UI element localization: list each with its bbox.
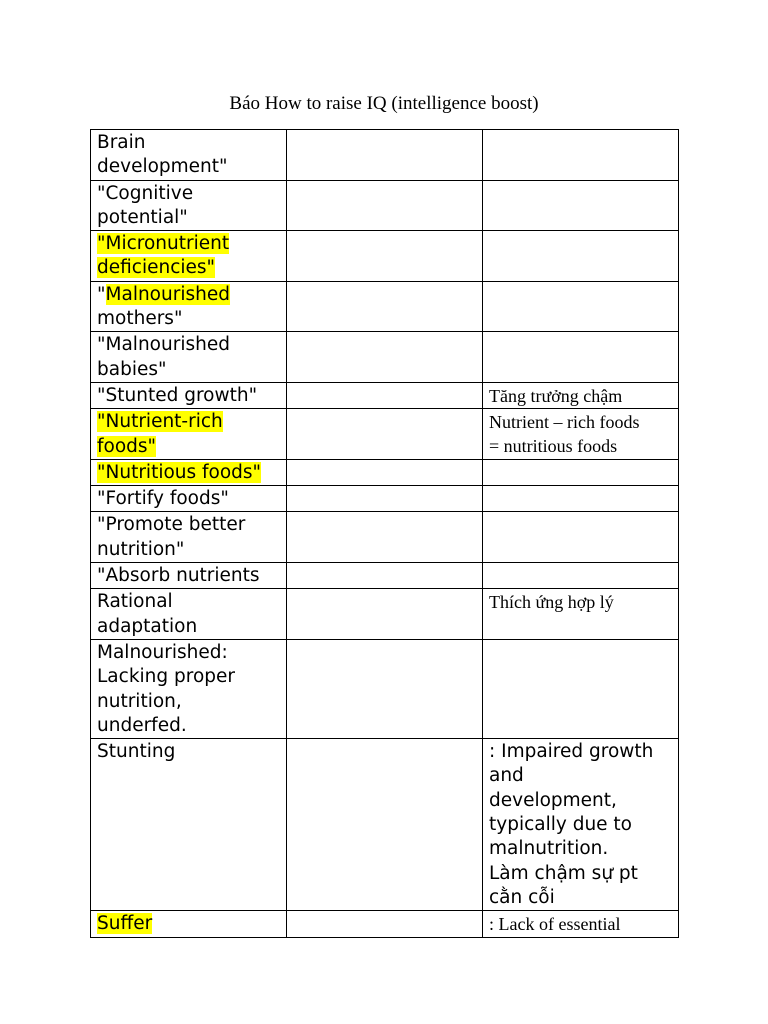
meaning-cell (483, 589, 679, 640)
meaning-cell (483, 332, 679, 383)
term-text: "Stunted growth" (97, 384, 258, 406)
table-row (91, 382, 679, 408)
term-cell (91, 231, 287, 282)
term-cell (91, 486, 287, 512)
empty-cell (287, 332, 483, 383)
meaning-cell (483, 281, 679, 332)
term-text: nutrition" (97, 538, 185, 560)
meaning-cell (483, 911, 679, 937)
term-text: Stunting (97, 741, 176, 763)
table-row (91, 589, 679, 640)
table-row (91, 231, 679, 282)
term-cell (91, 180, 287, 231)
empty-cell (287, 281, 483, 332)
highlighted-term-text: Suffer (97, 913, 153, 935)
term-text: Malnourished: (97, 641, 228, 663)
highlighted-term-text: "Nutritious foods" (97, 461, 262, 483)
empty-cell (287, 589, 483, 640)
term-text: babies" (97, 358, 167, 380)
table-row (91, 739, 679, 911)
table-row (91, 459, 679, 485)
empty-cell (287, 512, 483, 563)
meaning-cell (483, 231, 679, 282)
term-cell (91, 639, 287, 738)
highlighted-term-text: Malnourished (105, 283, 230, 305)
meaning-cell (483, 739, 679, 911)
term-text: nutrition, (97, 690, 182, 712)
meaning-text: Tăng trưởng chậm (489, 385, 623, 406)
table-row (91, 486, 679, 512)
term-cell (91, 589, 287, 640)
term-cell (91, 130, 287, 181)
table-row (91, 512, 679, 563)
term-text: underfed. (97, 714, 187, 736)
table-row (91, 911, 679, 937)
table-row (91, 563, 679, 589)
term-cell (91, 332, 287, 383)
meaning-text: cằn cỗi (489, 886, 555, 908)
term-text: " (97, 283, 106, 305)
term-cell (91, 459, 287, 485)
term-text: "Malnourished (97, 334, 230, 356)
term-text: potential" (97, 206, 188, 228)
term-text: mothers" (97, 308, 183, 330)
meaning-text: : Lack of essential (489, 914, 621, 935)
meaning-text: Nutrient – rich foods (489, 412, 640, 433)
term-cell (91, 409, 287, 460)
vocabulary-table (90, 129, 679, 938)
empty-cell (287, 639, 483, 738)
highlighted-term-text: deficiencies" (97, 257, 216, 279)
term-cell (91, 382, 287, 408)
empty-cell (287, 739, 483, 911)
term-cell (91, 563, 287, 589)
highlighted-term-text: "Nutrient-rich (97, 411, 223, 433)
term-text: development" (97, 156, 228, 178)
meaning-text: = nutritious foods (489, 436, 618, 457)
meaning-text: malnutrition. (489, 838, 609, 860)
table-row (91, 281, 679, 332)
meaning-cell (483, 459, 679, 485)
meaning-cell (483, 512, 679, 563)
table-row (91, 130, 679, 181)
term-text: "Promote better (97, 514, 246, 536)
meaning-cell (483, 563, 679, 589)
term-cell (91, 281, 287, 332)
meaning-text: typically due to (489, 814, 633, 836)
term-text: "Cognitive (97, 182, 194, 204)
table-row (91, 180, 679, 231)
term-cell (91, 512, 287, 563)
table-row (91, 332, 679, 383)
empty-cell (287, 409, 483, 460)
table-row (91, 409, 679, 460)
term-cell (91, 911, 287, 937)
empty-cell (287, 231, 483, 282)
term-text: adaptation (97, 615, 198, 637)
meaning-text: Thích ứng hợp lý (489, 592, 614, 613)
term-text: "Absorb nutrients (97, 565, 260, 587)
empty-cell (287, 180, 483, 231)
term-text: Lacking proper (97, 666, 236, 688)
term-text: Brain (97, 132, 146, 153)
meaning-text: Làm chậm sự pt (489, 862, 638, 884)
highlighted-term-text: "Micronutrient (97, 233, 230, 255)
meaning-cell (483, 486, 679, 512)
meaning-cell (483, 130, 679, 181)
highlighted-term-text: foods" (97, 435, 157, 457)
empty-cell (287, 130, 483, 181)
empty-cell (287, 486, 483, 512)
document-title: Báo How to raise IQ (intelligence boost) (229, 93, 539, 114)
meaning-text: and (489, 765, 524, 787)
empty-cell (287, 382, 483, 408)
term-text: "Fortify foods" (97, 488, 229, 510)
table-row (91, 639, 679, 738)
meaning-cell (483, 639, 679, 738)
empty-cell (287, 563, 483, 589)
term-cell (91, 739, 287, 911)
empty-cell (287, 911, 483, 937)
meaning-text: : Impaired growth (489, 741, 654, 763)
term-text: Rational (97, 591, 173, 613)
empty-cell (287, 459, 483, 485)
meaning-cell (483, 409, 679, 460)
meaning-text: development, (489, 789, 617, 811)
meaning-cell (483, 180, 679, 231)
meaning-cell (483, 382, 679, 408)
